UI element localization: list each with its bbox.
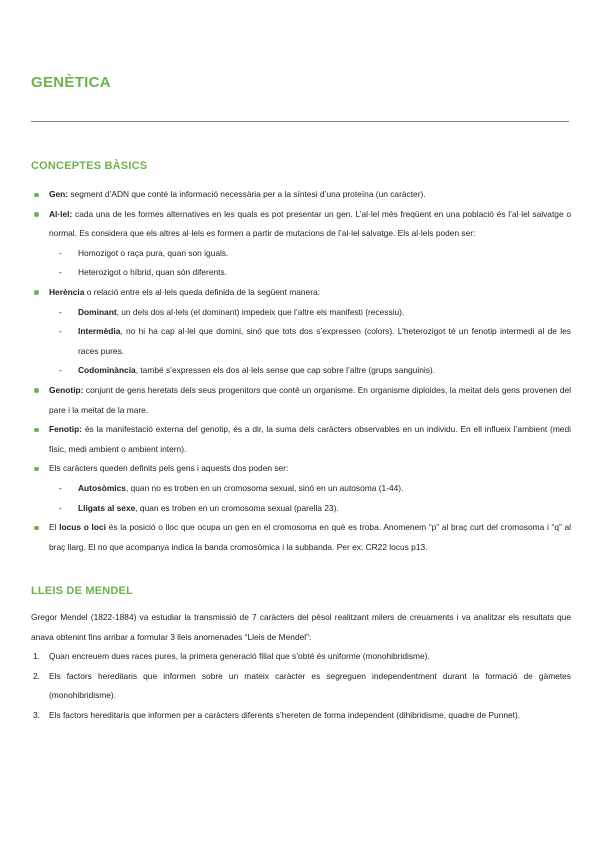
concept-gen (31, 185, 571, 205)
definition: , un dels dos al·lels (el dominant) impedeix que l’altre els manifesti (recessiu). (116, 306, 405, 317)
term: Intermèdia (78, 326, 121, 337)
definition: o relació entre els al·lels queda definida de la següent manera: (84, 286, 320, 297)
definition: segment d’ADN que conté la informació necessària per a la síntesi d’una proteïna (un caràcter). (68, 189, 426, 199)
law-number: 2. (33, 670, 40, 681)
sub-item-codominancia (31, 361, 571, 381)
term: Codominància (78, 365, 136, 376)
title-divider (31, 121, 569, 122)
definition: , no hi ha cap al·lel que domini, sinó que tots dos s’expressen (colors). L’heterozigot té un fenotip intermedi al de les races pures. (78, 326, 571, 356)
definition: cada una de les formes alternatives en les quals es pot presentar un gen. L’al·lel més freqüent en una població és l’al·lel salvatge o normal. Es considera que els altres al·lels es formen a partir de mutacions de l’al·lel salvatge. Els al·lels poden ser: (49, 208, 571, 239)
section-heading-mendel: LLEIS DE MENDEL (31, 585, 134, 597)
concepts-list-block (31, 185, 571, 557)
law-text: Quan encreuem dues races pures, la primera generació filial que s’obté és uniforme (monohibridisme). (49, 651, 430, 662)
term: locus o loci (59, 522, 106, 533)
mendel-laws-list (31, 647, 571, 725)
term: Herència (49, 286, 85, 297)
term: Gen: (49, 189, 69, 199)
sub-item-autosomics (31, 479, 571, 499)
sub-item-homozigot: - Homozigot o raça pura, quan son iguals. (31, 244, 571, 264)
law-text: Els factors hereditaris que informen sobre un mateix caràcter es segreguen independentment durant la formació de gàmetes (monohibridisme). (49, 670, 571, 701)
concept-herencia (31, 283, 571, 303)
concept-fenotip (31, 420, 571, 459)
term: Autosòmics (78, 482, 126, 493)
mendel-law (31, 667, 571, 706)
document-title: GENÈTICA (31, 74, 111, 91)
term: Lligats al sexe (78, 502, 136, 513)
law-number: 3. (33, 709, 40, 720)
definition: conjunt de gens heretats dels seus progenitors que conté un organisme. En organisme diploides, la meitat dels gens provenen del pare i la meitat de la mare. (49, 384, 571, 415)
concept-genotip (31, 381, 571, 420)
term: Fenotip: (49, 424, 83, 435)
mendel-intro: Gregor Mendel (1822-1884) va estudiar la transmissió de 7 caràcters del pèsol realitzant milers de creuaments i va analitzar els resultats que anava obtenint fins arribar a formular 3 lleis anomenades “Lleis de Mendel”: (31, 612, 571, 642)
law-number: 1. (33, 651, 40, 662)
concept-alel (31, 205, 571, 244)
definition: és la posició o lloc que ocupa un gen en el cromosoma en què es troba. Anomenem “p” al braç curt del cromosoma i “q” al braç llarg. El no que acompanya indica la banda cromosòmica i la subbanda. Per ex: CR22 locus p13. (49, 522, 571, 552)
concepts-list (31, 185, 571, 557)
definition: Els caràcters queden definits pels gens i aquests dos poden ser: (49, 463, 289, 474)
definition: , quan es troben en un cromosoma sexual (parella 23). (135, 502, 339, 513)
concept-locus (31, 518, 571, 557)
mendel-law (31, 647, 571, 667)
term: Dominant (78, 306, 117, 317)
definition: , també s’expressen els dos al·lels sense que cap sobre l’altre (grups sanguinis). (135, 365, 436, 376)
section-heading-concepts: CONCEPTES BÀSICS (31, 160, 148, 172)
term: Genotip: (49, 384, 84, 395)
sub-item-heterozigot: - Heterozigot o híbrid, quan són diferents. (31, 263, 571, 283)
mendel-block (31, 608, 571, 726)
law-text: Els factors hereditaris que informen per a caràcters diferents s’hereten de forma independent (dihibridisme, quadre de Punnet). (49, 709, 521, 720)
sub-item-dominant (31, 303, 571, 323)
concept-caracters (31, 459, 571, 479)
term: Al·lel: (49, 208, 73, 219)
prefix: El (49, 522, 60, 533)
definition: és la manifestació externa del genotip, és a dir, la suma dels caràcters observables en un individu. En ell influeix l’ambient (medi físic, medi ambient o ambient intern). (49, 424, 571, 454)
mendel-law (31, 706, 571, 726)
definition: , quan no es troben en un cromosoma sexual, sinó en un autosoma (1-44). (125, 482, 404, 493)
sub-item-intermedia (31, 322, 571, 361)
sub-item-lligats-sexe (31, 499, 571, 519)
